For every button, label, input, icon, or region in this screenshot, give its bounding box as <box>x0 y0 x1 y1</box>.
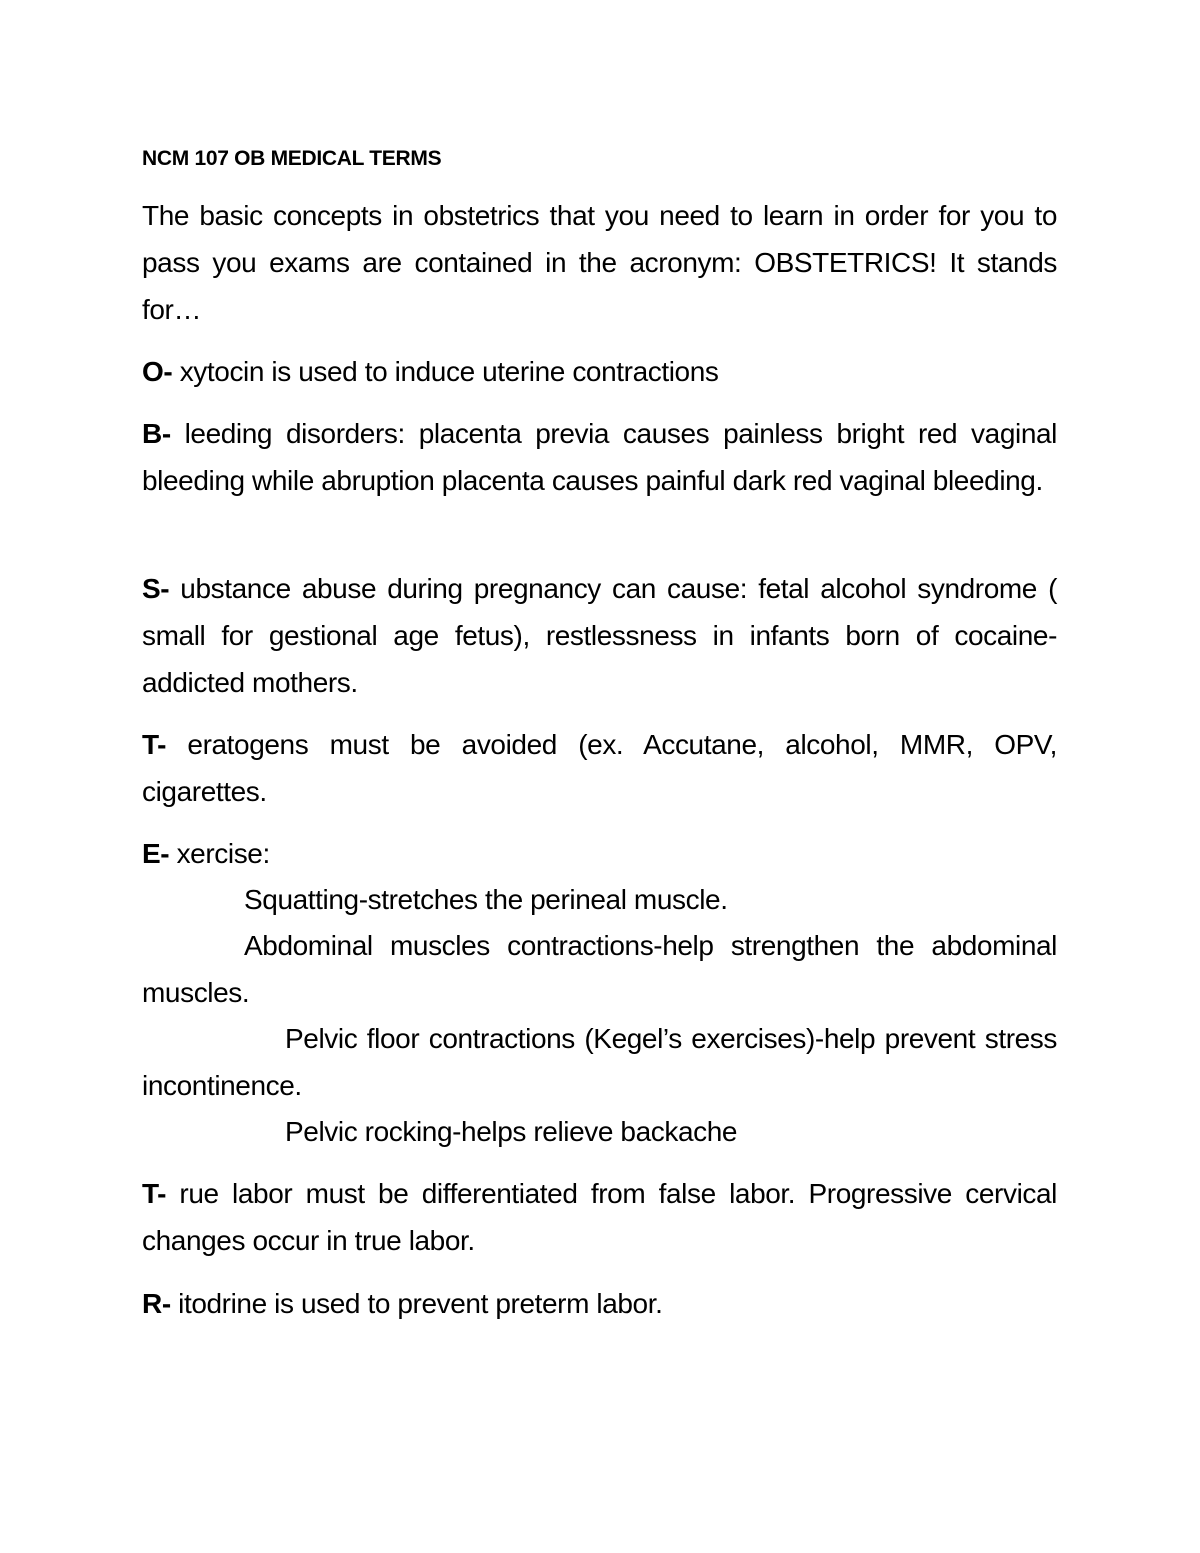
item-text: eratogens must be avoided (ex. Accutane, alcohol, MMR, OPV, cigarettes. <box>142 729 1057 807</box>
item-ritodrine <box>142 1280 1057 1327</box>
item-true-labor <box>142 1170 1057 1264</box>
item-letter: T- <box>142 1178 167 1209</box>
item-text: leeding disorders: placenta previa causes painless bright red vaginal bleeding while abruption placenta causes painful dark red vaginal bleeding. <box>142 418 1057 496</box>
exercise-pelvic-floor: Pelvic floor contractions (Kegel’s exercises)-help prevent stress incontinence. <box>142 1023 1057 1101</box>
item-text: xercise: <box>169 838 270 869</box>
item-text: ubstance abuse during pregnancy can cause: fetal alcohol syndrome ( small for gestional age fetus), restlessness in infants born of cocaine-addicted mothers. <box>142 573 1057 698</box>
item-letter: R- <box>142 1288 171 1319</box>
item-oxytocin <box>142 348 1057 395</box>
exercise-abdominal: Abdominal muscles contractions-help strengthen the abdominal muscles. <box>142 930 1057 1008</box>
item-text: xytocin is used to induce uterine contractions <box>172 356 719 387</box>
item-substance <box>142 565 1057 706</box>
item-letter: O- <box>142 356 173 387</box>
item-letter: E- <box>142 838 170 869</box>
exercise-squatting: Squatting-stretches the perineal muscle. <box>244 884 728 915</box>
item-text: rue labor must be differentiated from false labor. Progressive cervical changes occur in true labor. <box>142 1178 1057 1256</box>
item-text: itodrine is used to prevent preterm labor. <box>170 1288 663 1319</box>
item-letter: S- <box>142 573 170 604</box>
document-title: NCM 107 OB MEDICAL TERMS <box>142 147 442 170</box>
intro-paragraph: The basic concepts in obstetrics that you need to learn in order for you to pass you exams are contained in the acronym: OBSTETRICS! It stands for… <box>142 200 1057 325</box>
exercise-pelvic-rocking: Pelvic rocking-helps relieve backache <box>285 1116 738 1147</box>
item-bleeding <box>142 410 1057 504</box>
item-teratogens <box>142 721 1057 815</box>
item-exercise <box>142 830 1057 877</box>
item-letter: B- <box>142 418 171 449</box>
item-letter: T- <box>142 729 167 760</box>
